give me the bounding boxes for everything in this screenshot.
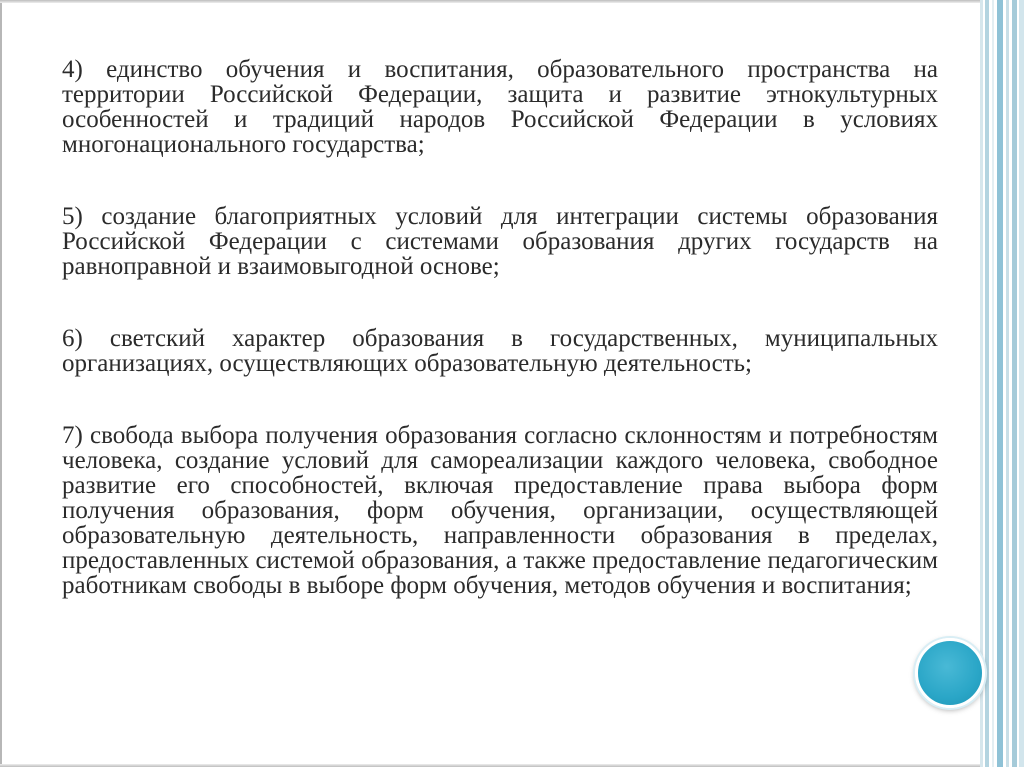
stripe-3 <box>992 0 994 767</box>
slide-top-border <box>0 0 980 3</box>
stripe-6 <box>1012 0 1017 767</box>
stripe-7 <box>1019 0 1024 767</box>
stripe-5 <box>1006 0 1009 767</box>
paragraph-6: 6) светский характер образования в государственных, муниципальных организациях, осуществляющих образовательную деятельность; <box>62 325 938 377</box>
decorative-side-stripes <box>980 0 1024 767</box>
stripe-4 <box>997 0 1003 767</box>
paragraph-5: 5) создание благоприятных условий для интеграции системы образования Российской Федерации с системами образования других государств на равноправной и взаимовыгодной основе; <box>62 203 938 280</box>
stripe-1 <box>980 0 983 767</box>
decorative-circle-icon <box>915 638 985 708</box>
slide-left-border <box>0 0 2 767</box>
paragraph-7: 7) свобода выбора получения образования согласно склонностям и потребностям человека, создание условий для самореализации каждого человека, свободное развитие его способностей, включая предоставление права выбора форм получения образования, форм обучения, организации, осуществляющей образовательную деятельность, направленности образования в пределах, предоставленных системой образования, а также предоставление педагогическим работникам свободы в выборе форм обучения, методов обучения и воспитания; <box>62 422 938 599</box>
stripe-2 <box>985 0 989 767</box>
slide-body-text <box>62 57 938 598</box>
paragraph-4: 4) единство обучения и воспитания, образовательного пространства на территории Российской Федерации, защита и развитие этнокультурных особенностей и традиций народов Российской Федерации в условиях многонационального государства; <box>62 56 938 158</box>
